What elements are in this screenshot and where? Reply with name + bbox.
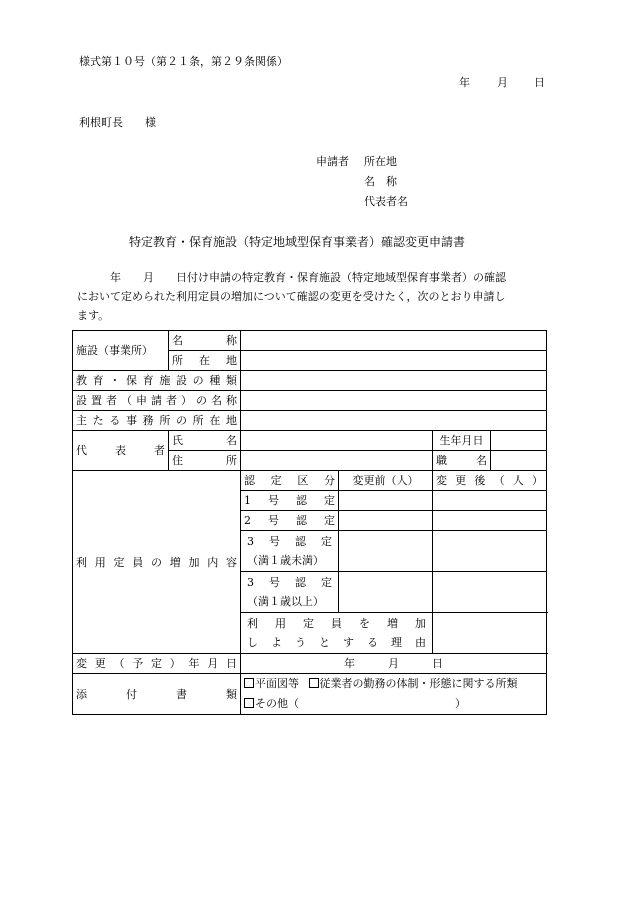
date-month-label: 月 <box>497 76 508 89</box>
reason-label-line: しようとする理由 <box>247 636 426 649</box>
facility-type-field[interactable] <box>241 371 547 391</box>
rep-name-field[interactable] <box>241 431 433 451</box>
date-year-label: 年 <box>459 76 470 89</box>
facility-label: 施設（事業所） <box>73 331 169 371</box>
cert-category-header: 認定区分 <box>241 471 339 491</box>
body-line: ます。 <box>77 309 110 322</box>
main-office-label: 主たる事務所の所在地 <box>73 411 241 431</box>
document-title: 特定教育・保育施設（特定地域型保育事業者）確認変更申請書 <box>129 235 466 249</box>
cert3-label: 3号認定 <box>247 535 332 548</box>
applicant-representative-label: 代表者名 <box>364 195 408 208</box>
checkbox-floor-plan[interactable] <box>244 678 254 688</box>
founder-name-field[interactable] <box>241 391 547 411</box>
reason-label <box>241 613 433 654</box>
position-label: 職名 <box>433 451 491 471</box>
attach-staff-system-label: 従業者の勤務の体制・形態に関する所類 <box>319 677 518 690</box>
cert3-under1-after-field[interactable] <box>433 531 547 572</box>
rep-name-label: 氏名 <box>169 431 241 451</box>
facility-type-label: 教育・保育施設の種類 <box>73 371 241 391</box>
cert1-after-field[interactable] <box>433 491 547 511</box>
facility-location-field[interactable] <box>241 351 547 371</box>
cert2-label: 2号認定 <box>241 511 339 531</box>
reason-label-line: 利用定員を増加 <box>247 617 426 630</box>
attach-floor-plan-label: 平面図等 <box>255 677 299 690</box>
main-office-field[interactable] <box>241 411 547 431</box>
body-line: において定められた利用定員の増加について確認の変更を受けたく，次のとおり申請し <box>77 290 506 303</box>
birthdate-label: 生年月日 <box>433 431 491 451</box>
cert3-over1-text: （満１歳以上） <box>247 595 324 608</box>
rep-address-field[interactable] <box>241 451 433 471</box>
attach-other-label: その他（ <box>255 697 299 710</box>
position-field[interactable] <box>491 451 547 471</box>
facility-location-label: 所在地 <box>169 351 241 371</box>
checkbox-other[interactable] <box>244 698 254 708</box>
founder-name-label: 設置者（申請者）の名称 <box>73 391 241 411</box>
attachments-line2 <box>244 694 543 714</box>
applicant-label: 申請者 <box>316 155 349 168</box>
cert2-before-field[interactable] <box>339 511 433 531</box>
reason-field[interactable] <box>433 613 547 654</box>
rep-address-label: 住所 <box>169 451 241 471</box>
applicant-name-label: 名 称 <box>364 175 397 188</box>
addressee: 利根町長 様 <box>79 116 156 129</box>
representative-label: 代表者 <box>73 431 169 471</box>
cert3-over1-after-field[interactable] <box>433 572 547 613</box>
checkbox-staff-system[interactable] <box>309 678 319 688</box>
facility-name-label: 名称 <box>169 331 241 351</box>
form-number: 様式第１０号（第２１条，第２９条関係） <box>79 55 288 68</box>
attachments-line1 <box>244 674 543 694</box>
cert3-over1-before-field[interactable] <box>339 572 433 613</box>
facility-name-field[interactable] <box>241 331 547 351</box>
cert3-label: 3号認定 <box>247 576 332 589</box>
attachments-label: 添付書類 <box>73 674 241 715</box>
change-date-field[interactable]: 年 月 日 <box>241 654 547 674</box>
cert3-under1-text: （満１歳未満） <box>247 554 324 567</box>
date-day-label: 日 <box>534 76 545 89</box>
cert1-before-field[interactable] <box>339 491 433 511</box>
cert3-over1-label <box>241 572 339 613</box>
attach-other-close: ） <box>455 697 466 710</box>
body-line: 年 月 日付け申請の特定教育・保育施設（特定地域型保育事業者）の確認 <box>77 271 506 284</box>
cert2-after-field[interactable] <box>433 511 547 531</box>
application-table <box>72 330 547 715</box>
cert3-under1-label <box>241 531 339 572</box>
capacity-increase-label: 利用定員の増加内容 <box>73 471 241 654</box>
before-change-header: 変更前（人） <box>339 471 433 491</box>
cert1-label: 1号認定 <box>241 491 339 511</box>
change-date-label: 変更（予定）年月日 <box>73 654 241 674</box>
body-paragraph <box>77 268 557 325</box>
cert3-under1-before-field[interactable] <box>339 531 433 572</box>
after-change-header: 変更後（人） <box>433 471 547 491</box>
attachments-field <box>241 674 547 715</box>
applicant-address-label: 所在地 <box>364 155 397 168</box>
birthdate-field[interactable] <box>491 431 547 451</box>
